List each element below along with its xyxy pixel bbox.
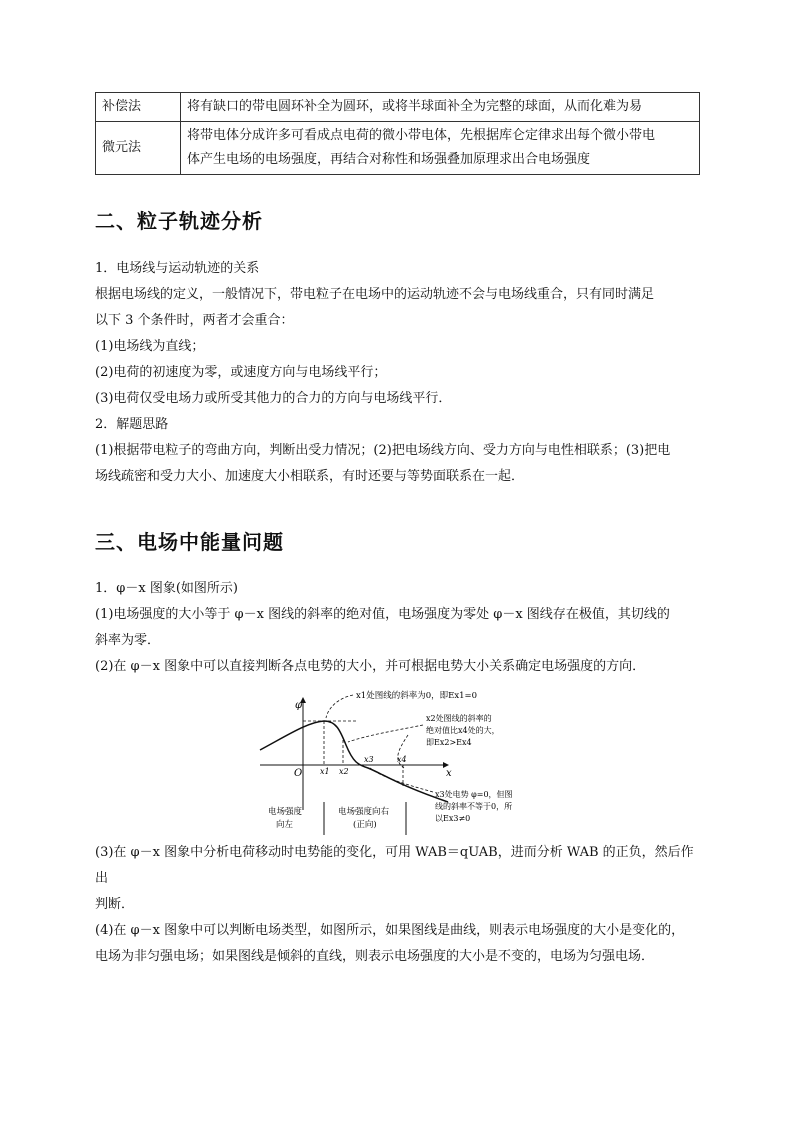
note-x1: x1处图线的斜率为0，即Ex1=0 [356, 691, 478, 701]
table-row [96, 93, 700, 122]
y-axis-label: φ [295, 700, 303, 711]
method-desc-line: 将带电体分成许多可看成点电荷的微小带电体，先根据库仑定律求出每个微小带电 [187, 128, 656, 143]
tick-x4: x4 [397, 755, 407, 764]
paragraph-line: 场线疏密和受力大小、加速度大小相联系，有时还要与等势面联系在一起． [95, 469, 525, 484]
paragraph-line: 1．φ－x 图象(如图所示) [95, 581, 238, 596]
paragraph-line: (2)在 φ－x 图象中可以直接判断各点电势的大小，并可根据电势大小关系确定电场强度的方向． [95, 659, 646, 674]
paragraph-line: (4)在 φ－x 图象中可以判断电场类型，如图所示，如果图线是曲线，则表示电场强度的大小是变化的， [95, 923, 685, 938]
note-x3-line: 以Ex3≠0 [435, 814, 471, 823]
right-region-label: (正向) [353, 820, 377, 830]
section3-body-after [95, 840, 705, 970]
left-region-label: 电场强度 [268, 807, 303, 817]
paragraph-line: (1)根据带电粒子的弯曲方向，判断出受力情况；(2)把电场线方向、受力方向与电性相联系；(3)把电 [95, 443, 671, 458]
callout-arrow-2 [348, 725, 423, 742]
methods-table [95, 92, 700, 175]
table-row [96, 122, 700, 175]
origin-label: O [294, 768, 303, 779]
method-desc-line: 将有缺口的带电圆环补全为圆环，或将半球面补全为完整的球面，从而化难为易 [187, 99, 643, 114]
paragraph-line: 电场为非匀强电场；如果图线是倾斜的直线，则表示电场强度的大小是不变的，电场为匀强电场． [95, 949, 655, 964]
section-heading: 三、电场中能量问题 [95, 530, 284, 554]
tick-x2: x2 [339, 767, 349, 776]
note-x2-line: 绝对值比x4处的大， [426, 726, 500, 735]
right-region-label: 电场强度向右 [338, 807, 390, 817]
section3-body-before [95, 576, 705, 680]
note-x2-line: x2处图线的斜率的 [426, 714, 492, 723]
phi-curve [260, 721, 448, 802]
callout-arrow-3 [370, 768, 433, 792]
x-axis-label: x [446, 768, 452, 779]
method-desc [181, 122, 700, 175]
method-name: 微元法 [96, 122, 181, 175]
note-x3-line: x3处电势 φ=0，但图 [435, 790, 513, 799]
paragraph-line: (2)电荷的初速度为零，或速度方向与电场线平行； [95, 365, 387, 380]
paragraph-line: 斜率为零． [95, 633, 161, 648]
section2-body [95, 256, 705, 490]
paragraph-line: (3)在 φ－x 图象中分析电荷移动时电势能的变化，可用 WAB＝qUAB，进而分析 WAB 的正负，然后作出 [95, 845, 694, 886]
paragraph-line: 判断． [95, 897, 135, 912]
phi-x-figure [258, 690, 528, 840]
note-x2-line: 即Ex2>Ex4 [426, 738, 472, 747]
tick-x1: x1 [320, 767, 330, 776]
paragraph-line: 2．解题思路 [95, 417, 169, 432]
callout-arrow-1 [326, 695, 353, 718]
paragraph-line: 1．电场线与运动轨迹的关系 [95, 261, 260, 276]
paragraph-line: (1)电场强度的大小等于 φ－x 图线的斜率的绝对值，电场强度为零处 φ－x 图线存在极值，其切线的 [95, 607, 670, 622]
paragraph-line: 以下 3 个条件时，两者才会重合： [95, 313, 294, 328]
section-heading: 二、粒子轨迹分析 [95, 209, 263, 233]
left-region-label: 向左 [276, 820, 294, 830]
method-name: 补偿法 [96, 93, 181, 122]
tick-x3: x3 [364, 755, 374, 764]
method-desc-line: 体产生电场的电场强度，再结合对称性和场强叠加原理求出合电场强度 [187, 152, 591, 167]
paragraph-line: (1)电场线为直线； [95, 339, 205, 354]
paragraph-line: (3)电荷仅受电场力或所受其他力的合力的方向与电场线平行． [95, 391, 452, 406]
method-desc [181, 93, 700, 122]
paragraph-line: 根据电场线的定义，一般情况下，带电粒子在电场中的运动轨迹不会与电场线重合，只有同时满足 [95, 287, 655, 302]
methods-table-container [95, 92, 700, 175]
note-x3-line: 线的斜率不等于0，所 [435, 802, 513, 811]
phi-x-diagram [258, 690, 528, 840]
